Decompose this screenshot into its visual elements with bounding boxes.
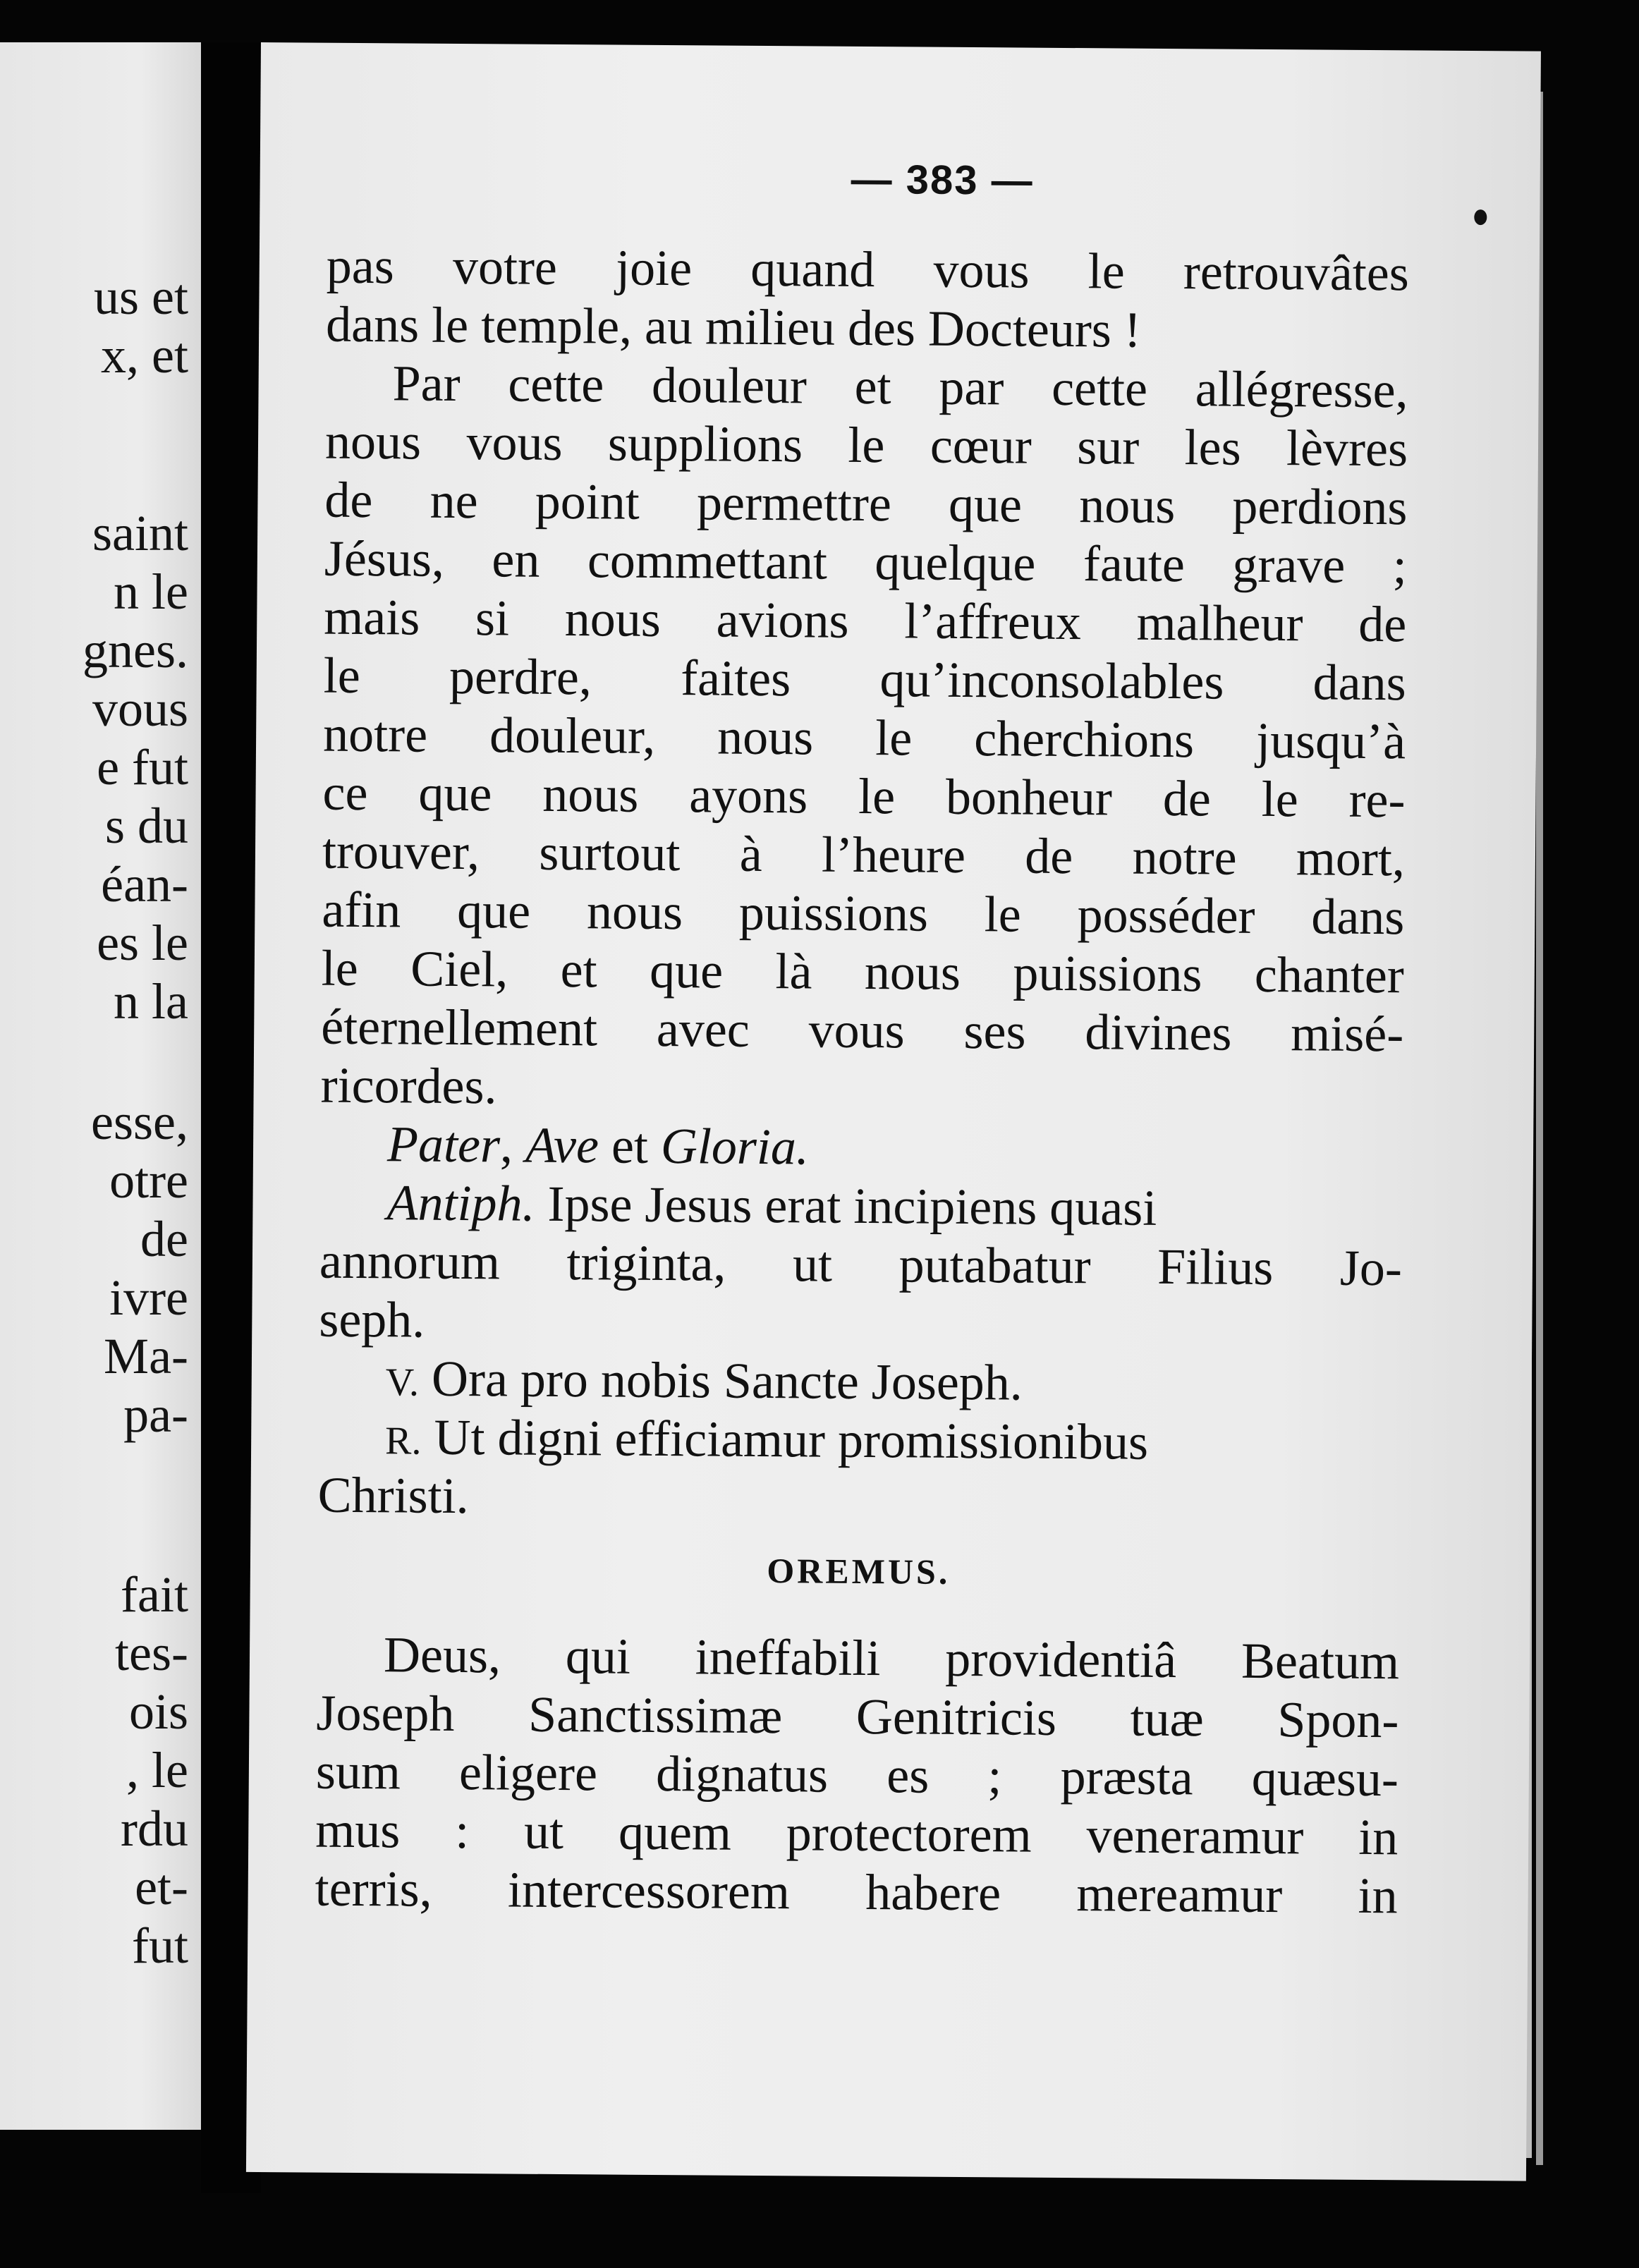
left-fragment: Ma- xyxy=(104,1328,188,1384)
previous-page-fragment xyxy=(0,42,201,2130)
antiphon-line xyxy=(319,1173,1403,1240)
left-fragment: rdu xyxy=(121,1800,188,1857)
text-line: mais si nous avions l’affreux malheur de xyxy=(324,588,1407,653)
response-line xyxy=(318,1408,1401,1474)
text-line: Joseph Sanctissimæ Genitricis tuæ Spon- xyxy=(316,1684,1399,1749)
text-line: annorum triginta, ut putabatur Filius Jo- xyxy=(319,1232,1403,1297)
text-line: dans le temple, au milieu des Docteurs ! xyxy=(325,295,1142,358)
page-number: — 383 — xyxy=(851,156,1034,204)
left-fragment: n le xyxy=(114,563,188,620)
left-fragment: x, et xyxy=(101,327,188,384)
left-fragment: gnes. xyxy=(83,622,188,678)
left-fragment: e fut xyxy=(97,739,188,795)
response-label: R. xyxy=(384,1419,422,1463)
left-fragment: tes- xyxy=(115,1625,188,1681)
prayer-comma: , xyxy=(499,1116,513,1173)
left-fragment: fait xyxy=(121,1566,188,1623)
section-heading: OREMUS. xyxy=(767,1551,951,1592)
versicle-line xyxy=(318,1349,1401,1415)
prayer-et: et xyxy=(611,1117,649,1174)
page-383 xyxy=(246,42,1541,2181)
left-fragment: pa- xyxy=(123,1386,188,1443)
left-fragment: saint xyxy=(92,505,188,561)
text-line: pas votre joie quand vous le retrouvâtes xyxy=(326,237,1410,302)
text-line: de ne point permettre que nous perdions xyxy=(324,471,1408,536)
left-fragment: éan- xyxy=(101,856,188,913)
antiphon-label: Antiph. xyxy=(386,1174,535,1232)
prayer-line xyxy=(320,1115,1403,1181)
text-line: ce que nous ayons le bonheur de le re- xyxy=(322,764,1406,829)
left-fragment: fut xyxy=(132,1918,188,1974)
text-line: Deus, qui ineffabili providentiâ Beatum xyxy=(383,1626,1400,1690)
left-fragment: ivre xyxy=(109,1269,188,1326)
text-line: nous vous supplions le cœur sur les lèvres xyxy=(324,413,1408,477)
left-fragment: otre xyxy=(109,1152,188,1209)
left-fragment: de xyxy=(140,1211,188,1267)
left-fragment: vous xyxy=(92,681,188,737)
left-fragment: esse, xyxy=(91,1094,188,1150)
text-line: Christi. xyxy=(317,1466,469,1525)
left-fragment: , le xyxy=(126,1742,188,1798)
text-line: le perdre, faites qu’inconsolables dans xyxy=(323,647,1406,712)
left-fragment: us et xyxy=(94,269,188,325)
left-fragment: es le xyxy=(97,915,188,971)
left-fragment: ois xyxy=(128,1683,188,1740)
prayer-ave: Ave xyxy=(525,1116,599,1174)
text-line: afin que nous puissions le posséder dans xyxy=(322,881,1405,946)
text-line: éternellement avec vous ses divines misé- xyxy=(320,998,1404,1063)
text-line: terris, intercessorem habere mereamur in xyxy=(315,1860,1398,1925)
text-line: le Ciel, et que là nous puissions chanter xyxy=(321,939,1405,1004)
text-line: seph. xyxy=(319,1291,425,1348)
text-line: Jésus, en commettant quelque faute grave ; xyxy=(324,530,1408,595)
response-text: Ut digni efficiamur promissionibus xyxy=(434,1408,1149,1470)
versicle-text: Ora pro nobis Sancte Joseph. xyxy=(431,1350,1023,1411)
left-fragment: s du xyxy=(104,798,188,854)
left-fragment: et- xyxy=(135,1859,188,1915)
prayer-gloria: Gloria. xyxy=(660,1117,810,1176)
left-fragment: n la xyxy=(114,973,188,1030)
text-line: trouver, surtout à l’heure de notre mort, xyxy=(322,822,1406,887)
prayer-pater: Pater xyxy=(386,1116,501,1173)
text-line: sum eligere dignatus es ; præsta quæsu- xyxy=(315,1743,1399,1807)
versicle-label: V. xyxy=(385,1360,420,1405)
ink-spot xyxy=(1474,209,1487,225)
text-line: ricordes. xyxy=(320,1056,497,1115)
text-line: Par cette douleur et par cette allégresse, xyxy=(392,355,1408,419)
antiphon-text: Ipse Jesus erat incipiens quasi xyxy=(547,1175,1157,1236)
page-body xyxy=(315,237,1409,1926)
text-line: mus : ut quem protectorem veneramur in xyxy=(315,1801,1399,1866)
text-line: notre douleur, nous le cherchions jusqu’à xyxy=(322,705,1406,770)
